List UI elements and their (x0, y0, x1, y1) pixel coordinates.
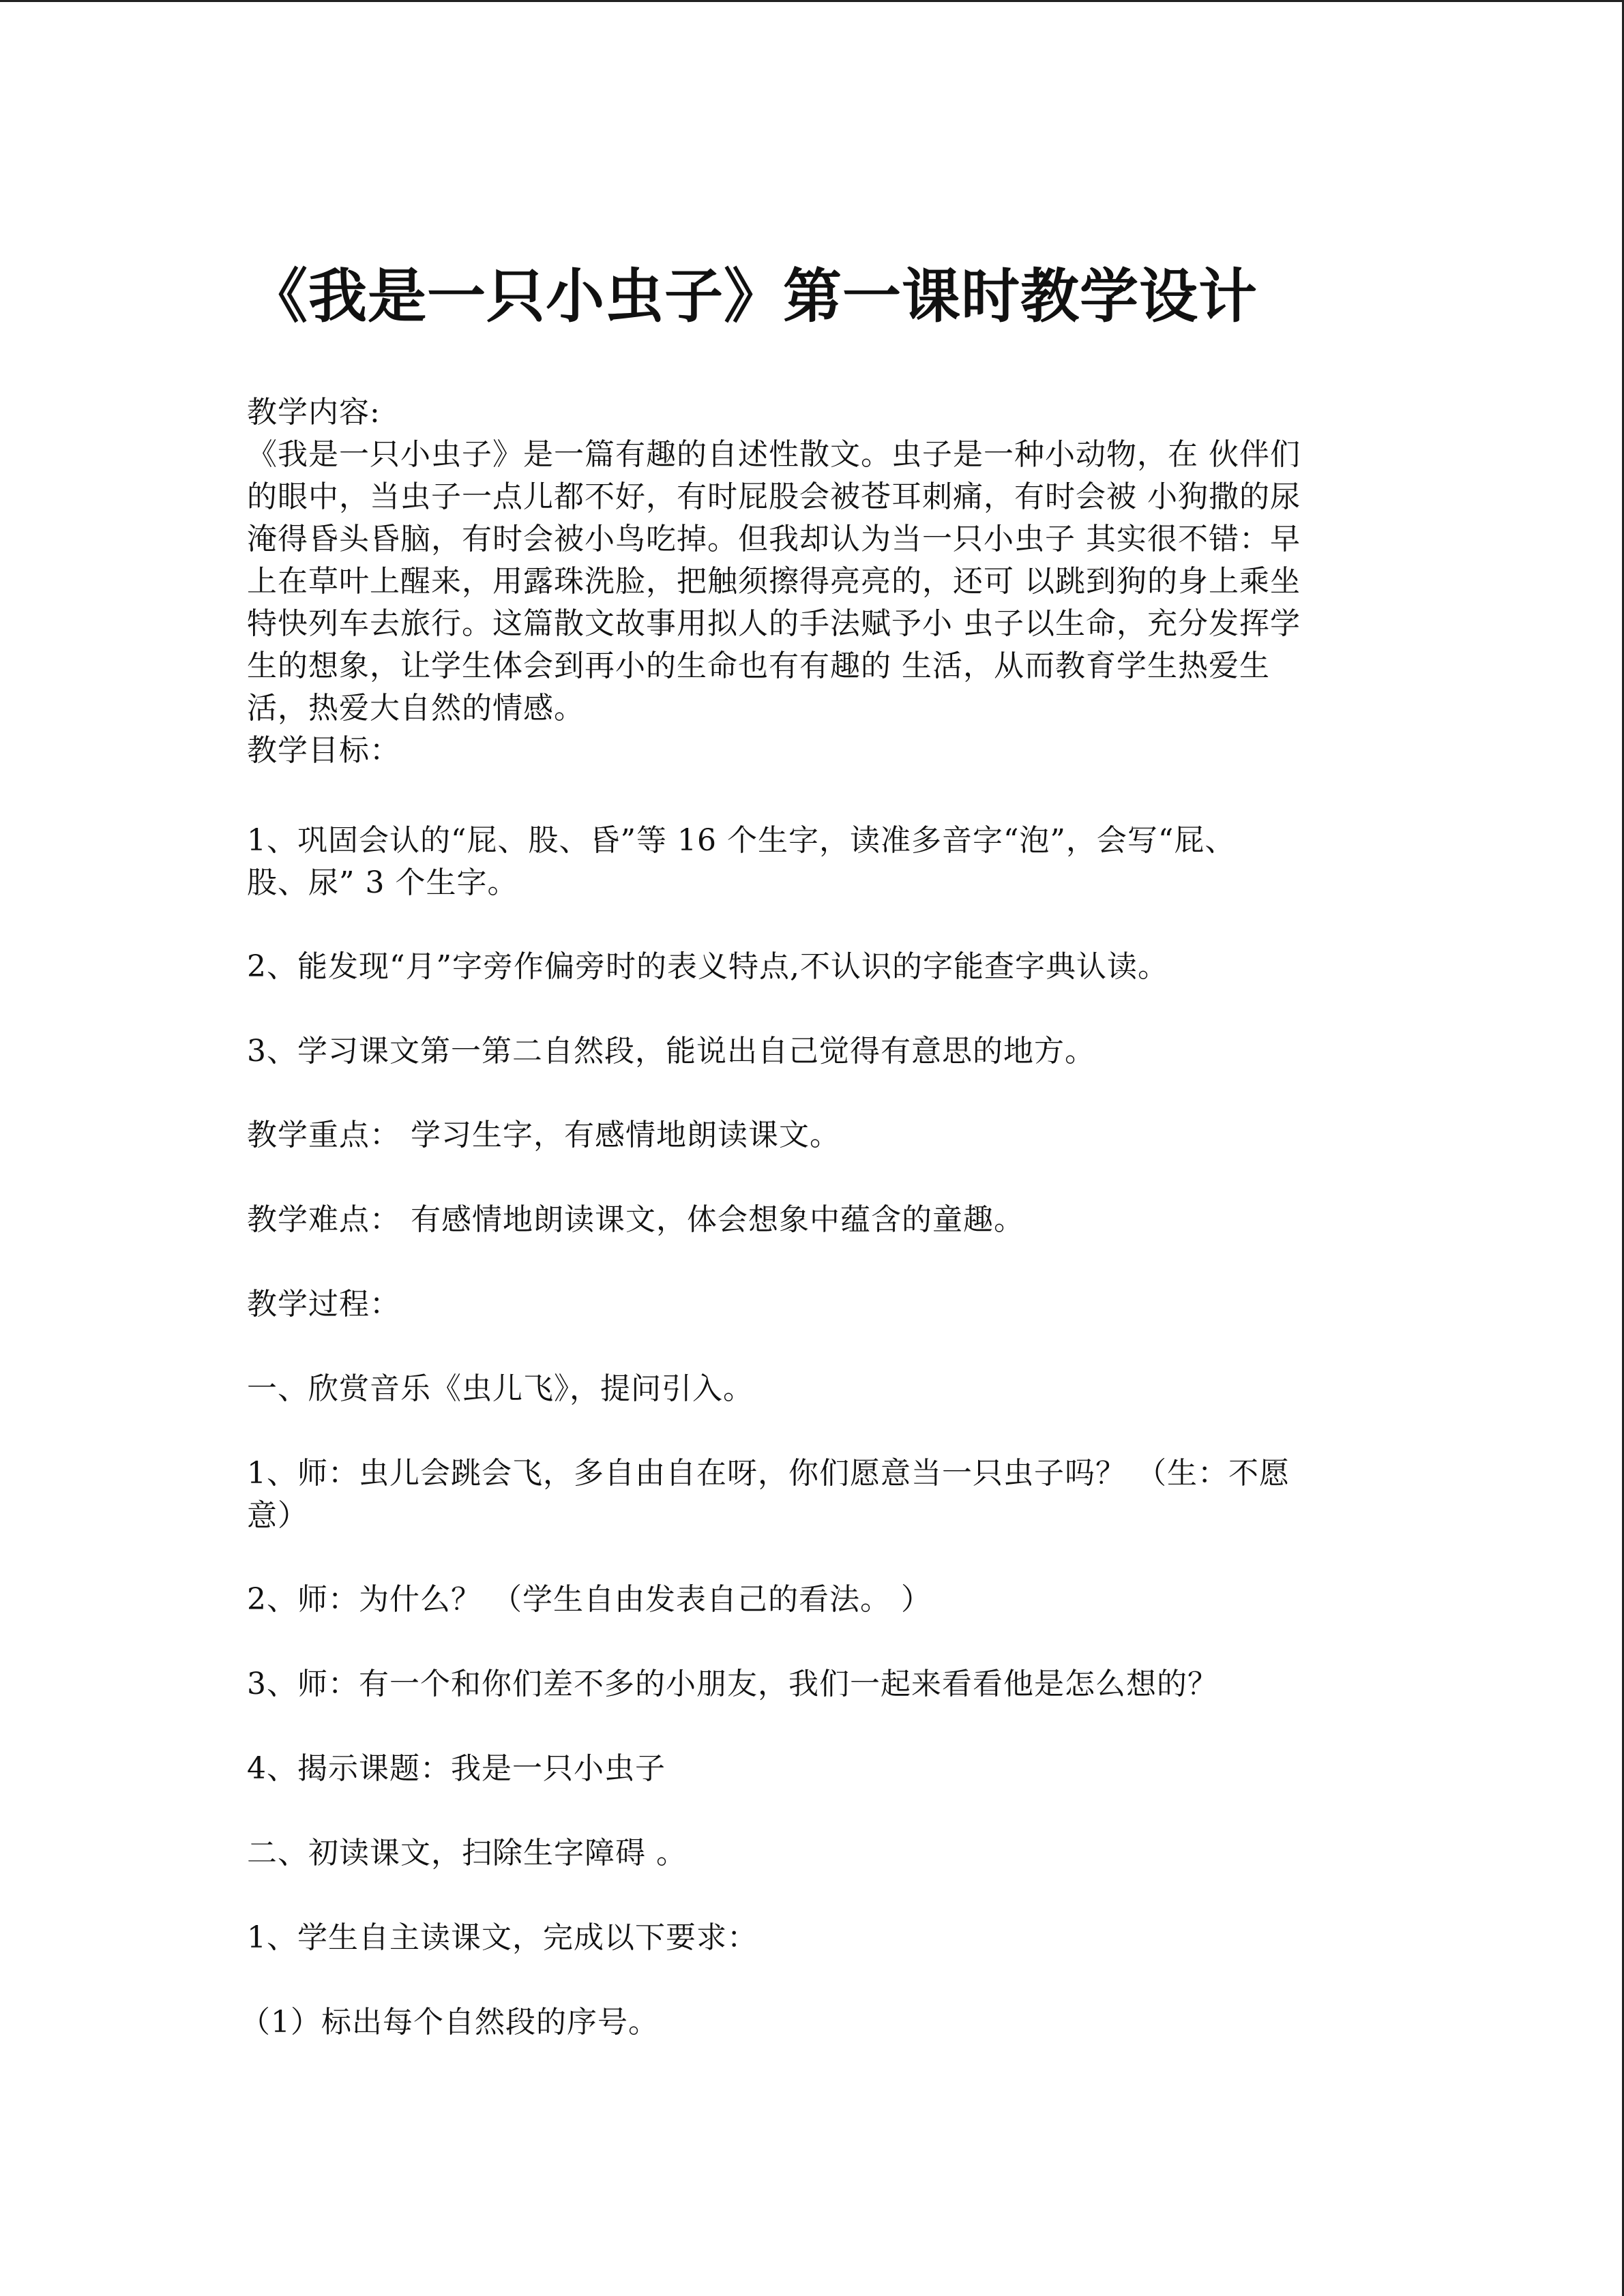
content-line: 活，热爱大自然的情感。 (247, 691, 585, 726)
section-1-heading: 一、欣赏音乐《虫儿飞》，提问引入。 (247, 1371, 754, 1406)
step-1-2: 2、师：为什么？ （学生自由发表自己的看法。 ） (247, 1582, 932, 1617)
content-paragraph (247, 434, 1379, 730)
step-1-1-line: 意） (247, 1498, 308, 1533)
content-line: 上在草叶上醒来，用露珠洗脸，把触须擦得亮亮的，还可 以跳到狗的身上乘坐 (247, 564, 1301, 599)
step-1-1 (247, 1452, 1379, 1537)
content-line: 淹得昏头昏脑，有时会被小鸟吃掉。但我却认为当一只小虫子 其实很不错：早 (247, 522, 1301, 556)
objective-1-line: 股、尿” 3 个生字。 (247, 865, 518, 900)
content-line: 的眼中，当虫子一点儿都不好，有时屁股会被苍耳刺痛，有时会被 小狗撒的尿 (247, 479, 1301, 514)
objectives-heading: 教学目标： (247, 733, 400, 768)
step-1-4: 4、揭示课题：我是一只小虫子 (247, 1751, 666, 1786)
difficulty: 教学难点： 有感情地朗读课文，体会想象中蕴含的童趣。 (247, 1202, 1024, 1237)
content-heading: 教学内容: (247, 395, 381, 430)
process-heading: 教学过程： (247, 1287, 400, 1322)
step-2-1: 1、学生自主读课文，完成以下要求： (247, 1920, 758, 1955)
key-point: 教学重点： 学习生字，有感情地朗读课文。 (247, 1118, 840, 1152)
content-line: 特快列车去旅行。这篇散文故事用拟人的手法赋予小 虫子以生命，充分发挥学 (247, 606, 1301, 641)
content-line: 生的想象，让学生体会到再小的生命也有有趣的 生活，从而教育学生热爱生 (247, 648, 1270, 683)
objective-1 (247, 820, 1379, 904)
content-line: 《我是一只小虫子》是一篇有趣的自述性散文。虫子是一种小动物，在 伙伴们 (247, 437, 1301, 472)
section-2-heading: 二、初读课文，扫除生字障碍 。 (247, 1836, 687, 1870)
objective-3: 3、学习课文第一第二自然段，能说出自己觉得有意思的地方。 (247, 1034, 1095, 1069)
step-1-1-line: 1、师：虫儿会跳会飞，多自由自在呀，你们愿意当一只虫子吗？ （生：不愿 (247, 1456, 1290, 1491)
step-1-3: 3、师：有一个和你们差不多的小朋友，我们一起来看看他是怎么想的？ (247, 1667, 1218, 1701)
objective-2: 2、能发现“月”字旁作偏旁时的表义特点,不认识的字能查字典认读。 (247, 949, 1168, 984)
objective-1-line: 1、巩固会认的“屁、股、昏”等 16 个生字，读准多音字“泡”，会写“屁、 (247, 823, 1236, 858)
document-title: 《我是一只小虫子》第一课时教学设计 (249, 262, 1258, 331)
step-2-1-a: （1）标出每个自然段的序号。 (240, 2005, 659, 2040)
